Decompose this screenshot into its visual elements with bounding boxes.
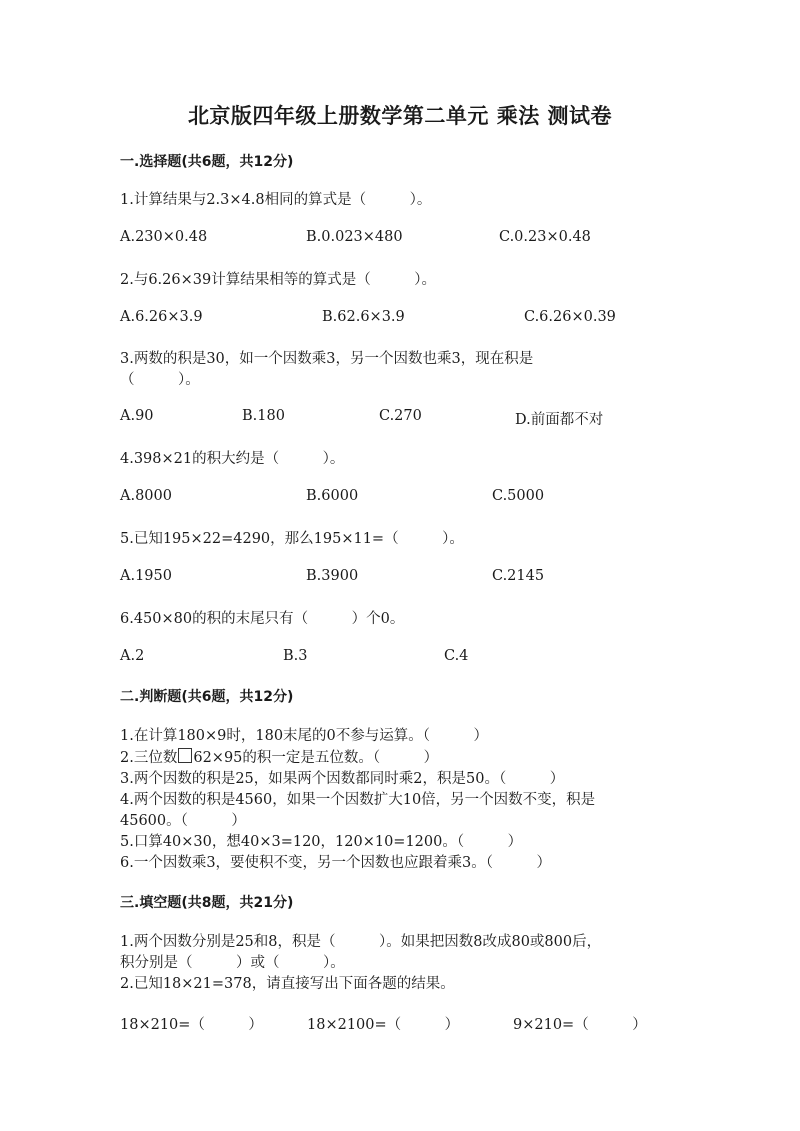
question-1-4: 4.398×21的积大约是（ ）。 (120, 451, 345, 467)
option-1-1-c: C.0.23×0.48 (499, 229, 591, 245)
option-1-3-a: A.90 (120, 408, 154, 424)
calc-3: 9×210=（ ） (513, 1017, 647, 1033)
option-1-5-c: C.2145 (492, 568, 545, 584)
option-1-2-b: B.62.6×3.9 (322, 309, 405, 325)
question-1-1: 1.计算结果与2.3×4.8相同的算式是（ ）。 (120, 192, 432, 208)
page-title: 北京版四年级上册数学第二单元 乘法 测试卷 (187, 103, 613, 128)
section-3-header: 三.填空题(共8题，共21分) (120, 895, 294, 911)
judge-item-2 (120, 746, 438, 767)
question-1-3: 3.两数的积是30，如一个因数乘3，另一个因数也乘3，现在积是 (120, 351, 534, 367)
option-1-3-c: C.270 (379, 408, 422, 424)
judge-item-6: 6.一个因数乘3，要使积不变，另一个因数也应跟着乘3。（ ） (120, 855, 552, 871)
section-2-header: 二.判断题(共6题，共12分) (120, 689, 294, 705)
section-1-header: 一.选择题(共6题，共12分) (120, 154, 294, 170)
option-1-1-b: B.0.023×480 (306, 229, 403, 245)
option-1-6-c: C.4 (444, 648, 469, 664)
option-1-2-a: A.6.26×3.9 (120, 309, 203, 325)
option-1-5-a: A.1950 (120, 568, 172, 584)
judge-item-2-suffix: 62×95的积一定是五位数。（ ） (193, 750, 439, 766)
option-1-6-a: A.2 (120, 648, 145, 664)
option-1-2-c: C.6.26×0.39 (524, 309, 616, 325)
question-1-3-cont: （ ）。 (120, 372, 200, 388)
option-1-4-a: A.8000 (120, 488, 172, 504)
blank-square-icon (178, 748, 192, 763)
fill-item-1: 1.两个因数分别是25和8，积是（ ）。如果把因数8改成80或800后， (120, 934, 602, 950)
calc-1: 18×210=（ ） (120, 1017, 263, 1033)
option-1-6-b: B.3 (283, 648, 308, 664)
judge-item-2-prefix: 2.三位数 (120, 750, 178, 766)
calc-2: 18×2100=（ ） (307, 1017, 460, 1033)
judge-item-5: 5.口算40×30，想40×3=120，120×10=1200。（ ） (120, 834, 523, 850)
judge-item-1: 1.在计算180×9时，180末尾的0不参与运算。（ ） (120, 728, 489, 744)
judge-item-4: 4.两个因数的积是4560，如果一个因数扩大10倍，另一个因数不变，积是 (120, 792, 596, 808)
judge-item-4-cont: 45600。（ ） (120, 813, 246, 829)
option-1-3-b: B.180 (242, 408, 285, 424)
question-1-5: 5.已知195×22=4290，那么195×11=（ ）。 (120, 531, 464, 547)
question-1-2: 2.与6.26×39计算结果相等的算式是（ ）。 (120, 272, 436, 288)
option-1-4-c: C.5000 (492, 488, 545, 504)
option-1-1-a: A.230×0.48 (120, 229, 208, 245)
option-1-4-b: B.6000 (306, 488, 359, 504)
judge-item-3: 3.两个因数的积是25，如果两个因数都同时乘2，积是50。（ ） (120, 771, 565, 787)
fill-item-2: 2.已知18×21=378，请直接写出下面各题的结果。 (120, 976, 455, 992)
option-1-3-d: D.前面都不对 (515, 412, 604, 428)
question-1-6: 6.450×80的积的末尾只有（ ）个0。 (120, 611, 405, 627)
fill-item-1-cont: 积分别是（ ）或（ ）。 (120, 955, 345, 971)
option-1-5-b: B.3900 (306, 568, 359, 584)
